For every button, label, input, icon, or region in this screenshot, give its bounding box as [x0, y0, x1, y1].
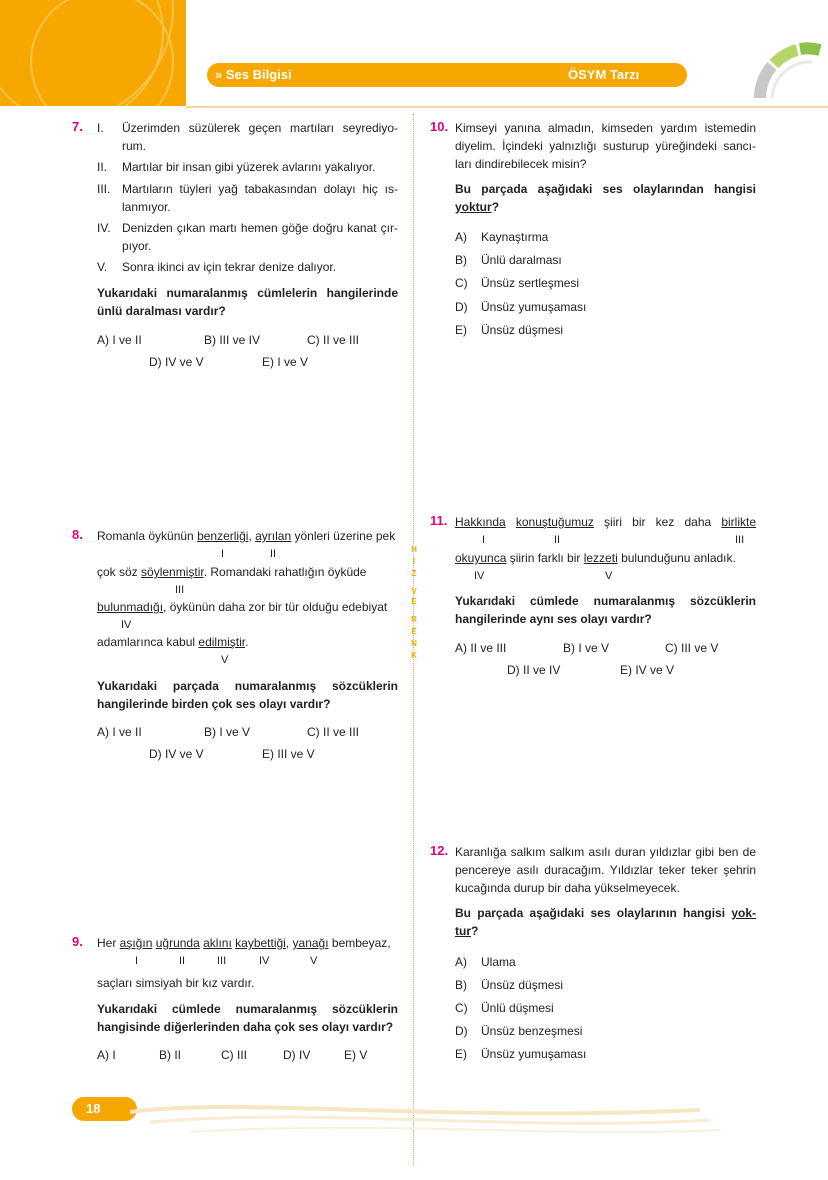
- q8-line-1: Romanla öykünün benzerliği, ayrılan yönleri üzerine pek: [97, 529, 396, 543]
- roman-label: III: [175, 584, 185, 596]
- option-a[interactable]: A) II ve III: [455, 641, 507, 655]
- q7-statement: Denizden çıkan martı hemen göğe doğru kanat çır- pıyor.: [122, 221, 398, 253]
- q12-passage: Karanlığa salkım salkım asılı duran yıldızlar gibi ben de pencereye asılı duracağım. Yıldızlar teker teker şehrin kucağında durup bir daha yükselmeyecek.: [455, 845, 756, 895]
- option-d[interactable]: Ünsüz benzeşmesi: [481, 1024, 583, 1038]
- side-letter: E: [411, 627, 417, 636]
- option-a-letter[interactable]: A): [455, 230, 467, 244]
- question-number: 7.: [72, 119, 83, 134]
- option-a[interactable]: Ulama: [481, 955, 516, 969]
- roman-label: III: [735, 534, 745, 546]
- question-number: 8.: [72, 527, 83, 542]
- option-c[interactable]: C) II ve III: [307, 725, 360, 739]
- question-number: 9.: [72, 934, 83, 949]
- gauge-icon: [752, 40, 828, 100]
- q9-line-1: Her aşığın uğrunda aklını kaybettiği, yanağı bembeyaz,: [97, 936, 391, 950]
- question-number: 10.: [430, 119, 449, 134]
- q7-roman: II.: [97, 160, 108, 174]
- roman-label: IV: [474, 570, 485, 582]
- option-e[interactable]: Ünsüz yumuşaması: [481, 1047, 587, 1061]
- q7-prompt: Yukarıdaki numaralanmış cümlelerin hangilerinde ünlü daralması vardır?: [97, 286, 398, 318]
- option-b[interactable]: B) I ve V: [204, 725, 251, 739]
- roman-label: V: [310, 955, 318, 967]
- option-b-letter[interactable]: B): [455, 978, 467, 992]
- page-number: 18: [86, 1101, 101, 1116]
- header-divider: [186, 106, 828, 108]
- option-d[interactable]: D) IV: [283, 1048, 311, 1062]
- option-c[interactable]: C) III ve V: [665, 641, 719, 655]
- roman-label: II: [179, 955, 186, 967]
- roman-label: I: [135, 955, 139, 967]
- side-letter: E: [411, 597, 417, 606]
- roman-label: IV: [259, 955, 270, 967]
- q8-line-4: adamlarınca kabul edilmiştir.: [97, 635, 249, 649]
- q7-statement: Martıların tüyleri yağ tabakasından dolayı hiç ıs- lanmıyor.: [122, 182, 398, 214]
- header-decoration: [0, 0, 186, 106]
- q7-roman: V.: [97, 260, 108, 274]
- option-c[interactable]: C) II ve III: [307, 333, 360, 347]
- side-letter: V: [411, 587, 417, 596]
- roman-label: III: [217, 955, 227, 967]
- option-d[interactable]: D) IV ve V: [149, 747, 204, 761]
- option-e[interactable]: E) I ve V: [262, 355, 309, 369]
- option-b[interactable]: B) I ve V: [563, 641, 610, 655]
- question-number: 11.: [430, 513, 448, 528]
- q11-line-2: okuyunca şiirin farklı bir lezzeti bulunduğunu anladık.: [455, 551, 736, 565]
- option-e[interactable]: E) IV ve V: [620, 663, 675, 677]
- section-title: » Ses Bilgisi: [215, 67, 292, 82]
- q10-passage: Kimseyi yanına almadın, kimseden yardım istemedin diyelim. İçindeki yalnızlığı susturup yüreğindeki sancı- ları dindirebilecek misin?: [455, 121, 756, 171]
- q9-line-2: saçları simsiyah bir kız vardır.: [97, 976, 255, 990]
- option-a[interactable]: A) I ve II: [97, 333, 142, 347]
- category-title: ÖSYM Tarzı: [568, 67, 640, 82]
- q11-line-1: Hakkında konuştuğumuz şiiri bir kez daha birlikte: [455, 515, 756, 529]
- option-e[interactable]: E) V: [344, 1048, 368, 1062]
- roman-label: I: [482, 534, 486, 546]
- option-c[interactable]: C) III: [221, 1048, 247, 1062]
- option-e-letter[interactable]: E): [455, 1047, 467, 1061]
- side-letter: H: [411, 545, 417, 554]
- option-b-letter[interactable]: B): [455, 253, 467, 267]
- option-a[interactable]: A) I: [97, 1048, 116, 1062]
- roman-label: II: [554, 534, 561, 546]
- option-e[interactable]: Ünsüz düşmesi: [481, 323, 564, 337]
- side-letter: Z: [411, 569, 417, 578]
- q7-statement: Martılar bir insan gibi yüzerek avlarını yakalıyor.: [122, 160, 376, 174]
- roman-label: V: [605, 570, 613, 582]
- option-d[interactable]: D) IV ve V: [149, 355, 204, 369]
- q7-statement: Sonra ikinci av için tekrar denize dalıyor.: [122, 260, 337, 274]
- option-c-letter[interactable]: C): [455, 1001, 468, 1015]
- option-c[interactable]: Ünlü düşmesi: [481, 1001, 554, 1015]
- option-d-letter[interactable]: D): [455, 1024, 468, 1038]
- footer-brush-decoration: [130, 1092, 730, 1142]
- option-d[interactable]: Ünsüz yumuşaması: [481, 300, 587, 314]
- q8-line-3: bulunmadığı, öykünün daha zor bir tür olduğu edebiyat: [97, 600, 388, 614]
- q7-roman: I.: [97, 121, 104, 135]
- q12-prompt: Bu parçada aşağıdaki ses olaylarının hangisi yok- tur?: [455, 906, 756, 938]
- q10-prompt: Bu parçada aşağıdaki ses olaylarından hangisi yoktur?: [455, 182, 756, 214]
- q7-roman: IV.: [97, 221, 111, 235]
- option-e[interactable]: E) III ve V: [262, 747, 315, 761]
- option-b[interactable]: Ünlü daralması: [481, 253, 562, 267]
- q9-prompt: Yukarıdaki cümlede numaralanmış sözcüklerin hangisinde diğerlerinden daha çok ses olayı vardır?: [97, 1002, 398, 1034]
- option-a-letter[interactable]: A): [455, 955, 467, 969]
- page-number-badge: [72, 1097, 137, 1121]
- option-a[interactable]: Kaynaştırma: [481, 230, 549, 244]
- option-b[interactable]: Ünsüz düşmesi: [481, 978, 564, 992]
- roman-label: II: [270, 548, 277, 560]
- q8-line-2: çok söz söylenmiştir. Romandaki rahatlığın öyküde: [97, 565, 367, 579]
- roman-label: I: [221, 548, 225, 560]
- roman-label: V: [221, 654, 229, 666]
- side-letter: I: [412, 557, 416, 566]
- q7-roman: III.: [97, 182, 111, 196]
- option-d-letter[interactable]: D): [455, 300, 468, 314]
- option-e-letter[interactable]: E): [455, 323, 467, 337]
- q7-statement: Üzerimden süzülerek geçen martıları seyrediyo- rum.: [122, 121, 398, 153]
- side-letter: N: [411, 639, 417, 648]
- q8-prompt: Yukarıdaki parçada numaralanmış sözcüklerin hangilerinde birden çok ses olayı vardır?: [97, 679, 398, 711]
- option-d[interactable]: D) II ve IV: [507, 663, 561, 677]
- option-b[interactable]: B) III ve IV: [204, 333, 261, 347]
- roman-label: IV: [121, 619, 132, 631]
- option-b[interactable]: B) II: [159, 1048, 182, 1062]
- question-number: 12.: [430, 843, 449, 858]
- option-c-letter[interactable]: C): [455, 276, 468, 290]
- side-letter: K: [411, 651, 417, 660]
- q11-prompt: Yukarıdaki cümlede numaralanmış sözcüklerin hangilerinde aynı ses olayı vardır?: [455, 594, 756, 626]
- option-a[interactable]: A) I ve II: [97, 725, 142, 739]
- option-c[interactable]: Ünsüz sertleşmesi: [481, 276, 580, 290]
- side-letter: R: [411, 615, 417, 624]
